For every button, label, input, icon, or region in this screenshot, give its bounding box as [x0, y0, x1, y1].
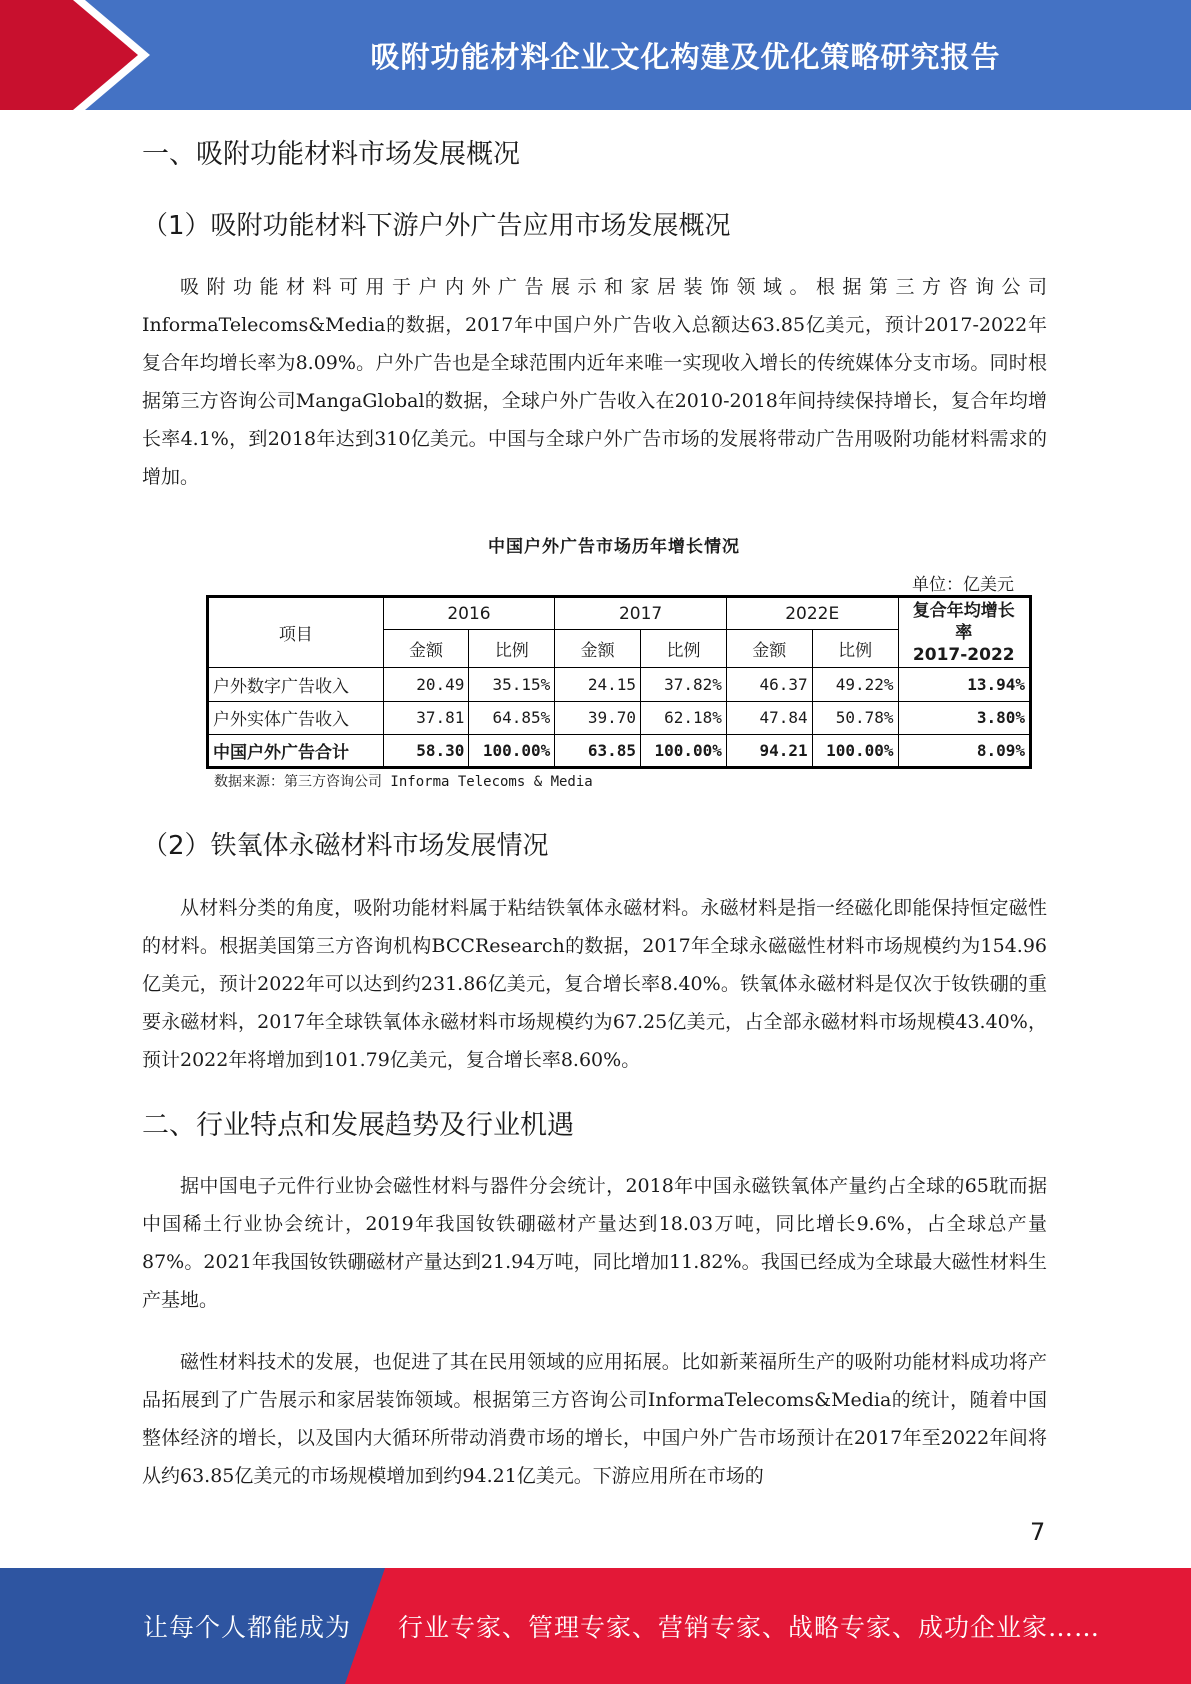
- page-header: [0, 0, 1191, 110]
- table-header-row-years: [208, 597, 1031, 630]
- subsection-2-heading: （2）铁氧体永磁材料市场发展情况: [142, 831, 549, 861]
- table-cell: 35.15%: [469, 668, 555, 701]
- ad-market-table: [206, 595, 1032, 769]
- table-cell: 47.84: [726, 701, 812, 734]
- amount-header: 金额: [383, 630, 469, 668]
- table-cell: 37.81: [383, 701, 469, 734]
- table-cell: 58.30: [383, 734, 469, 767]
- table-unit: 单位：亿美元: [912, 575, 1014, 595]
- table-cell: 24.15: [555, 668, 641, 701]
- table-cell: 94.21: [726, 734, 812, 767]
- page-footer: [0, 1568, 1191, 1684]
- section-2-heading: 二、行业特点和发展趋势及行业机遇: [142, 1110, 574, 1141]
- table-cell: 49.22%: [812, 668, 898, 701]
- report-title: 吸附功能材料企业文化构建及优化策略研究报告: [370, 39, 1001, 74]
- ratio-header: 比例: [469, 630, 555, 668]
- year-header: 2022E: [726, 597, 898, 630]
- cagr-cell: 3.80%: [898, 701, 1030, 734]
- ratio-header: 比例: [812, 630, 898, 668]
- year-header: 2017: [555, 597, 727, 630]
- table-cell: 50.78%: [812, 701, 898, 734]
- item-header: 项目: [208, 597, 384, 668]
- footer-slogan-left: 让每个人都能成为: [143, 1613, 352, 1642]
- table-row: [208, 701, 1031, 734]
- subsection-1-paragraph: 吸附功能材料可用于户内外广告展示和家居装饰领域。根据第三方咨询公司InformaTelecoms&Media的数据，2017年中国户外广告收入总额达63.85亿美元，预计2017-2022年复合年均增长率为8.09%。户外广告也是全球范围内近年来唯一实现收入增长的传统媒体分支市场。同时根据第三方咨询公司MangaGlobal的数据，全球户外广告收入在2010-2018年间持续保持增长，复合年均增长率4.1%，到2018年达到310亿美元。中国与全球户外广告市场的发展将带动广告用吸附功能材料需求的增加。: [142, 276, 1047, 488]
- table-cell: 62.18%: [641, 701, 727, 734]
- subsection-2-paragraph: 从材料分类的角度，吸附功能材料属于粘结铁氧体永磁材料。永磁材料是指一经磁化即能保持恒定磁性的材料。根据美国第三方咨询机构BCCResearch的数据，2017年全球永磁磁性材料市场规模约为154.96亿美元，预计2022年可以达到约231.86亿美元，复合增长率8.40%。铁氧体永磁材料是仅次于钕铁硼的重要永磁材料，2017年全球铁氧体永磁材料市场规模约为67.25亿美元，占全部永磁材料市场规模43.40%，预计2022年将增加到101.79亿美元，复合增长率8.60%。: [142, 897, 1047, 1071]
- table-cell: 20.49: [383, 668, 469, 701]
- cagr-header-line: 率: [955, 622, 973, 643]
- table-cell: 39.70: [555, 701, 641, 734]
- table-row-total: [208, 734, 1031, 767]
- table-cell: 100.00%: [812, 734, 898, 767]
- ratio-header: 比例: [641, 630, 727, 668]
- row-label: 户外实体广告收入: [208, 701, 384, 734]
- table-cell: 100.00%: [641, 734, 727, 767]
- table-row: [208, 668, 1031, 701]
- table-cell: 37.82%: [641, 668, 727, 701]
- table-cell: 100.00%: [469, 734, 555, 767]
- section-1-heading: 一、吸附功能材料市场发展概况: [142, 139, 520, 170]
- table-cell: 64.85%: [469, 701, 555, 734]
- page-number: 7: [1030, 1518, 1046, 1546]
- subsection-1-heading: （1）吸附功能材料下游户外广告应用市场发展概况: [142, 211, 731, 241]
- cagr-header-line: 2017-2022: [912, 644, 1015, 665]
- cagr-cell: 8.09%: [898, 734, 1030, 767]
- row-label: 户外数字广告收入: [208, 668, 384, 701]
- table-title: 中国户外广告市场历年增长情况: [488, 537, 740, 557]
- table-cell: 46.37: [726, 668, 812, 701]
- section-2-paragraph-2: 磁性材料技术的发展，也促进了其在民用领域的应用拓展。比如新莱福所生产的吸附功能材料成功将产品拓展到了广告展示和家居装饰领域。根据第三方咨询公司InformaTelecoms&Media的统计，随着中国整体经济的增长，以及国内大循环所带动消费市场的增长，中国户外广告市场预计在2017年至2022年间将从约63.85亿美元的市场规模增加到约94.21亿美元。下游应用所在市场的: [142, 1351, 1047, 1487]
- table-source: 数据来源：第三方咨询公司 Informa Telecoms & Media: [214, 774, 593, 790]
- cagr-header-line: 复合年均增长: [912, 600, 1015, 621]
- year-header: 2016: [383, 597, 555, 630]
- footer-slogan-right: 行业专家、管理专家、营销专家、战略专家、成功企业家……: [398, 1613, 1101, 1642]
- amount-header: 金额: [726, 630, 812, 668]
- section-2-paragraph-1: 据中国电子元件行业协会磁性材料与器件分会统计，2018年中国永磁铁氧体产量约占全球的65耽而据中国稀土行业协会统计，2019年我国钕铁硼磁材产量达到18.03万吨，同比增长9.6%，占全球总产量87%。2021年我国钕铁硼磁材产量达到21.94万吨，同比增加11.82%。我国已经成为全球最大磁性材料生产基地。: [142, 1175, 1047, 1311]
- header-chevron-icon: [0, 0, 138, 110]
- table-cell: 63.85: [555, 734, 641, 767]
- cagr-cell: 13.94%: [898, 668, 1030, 701]
- cagr-header: [898, 597, 1030, 668]
- amount-header: 金额: [555, 630, 641, 668]
- row-label: 中国户外广告合计: [208, 734, 384, 767]
